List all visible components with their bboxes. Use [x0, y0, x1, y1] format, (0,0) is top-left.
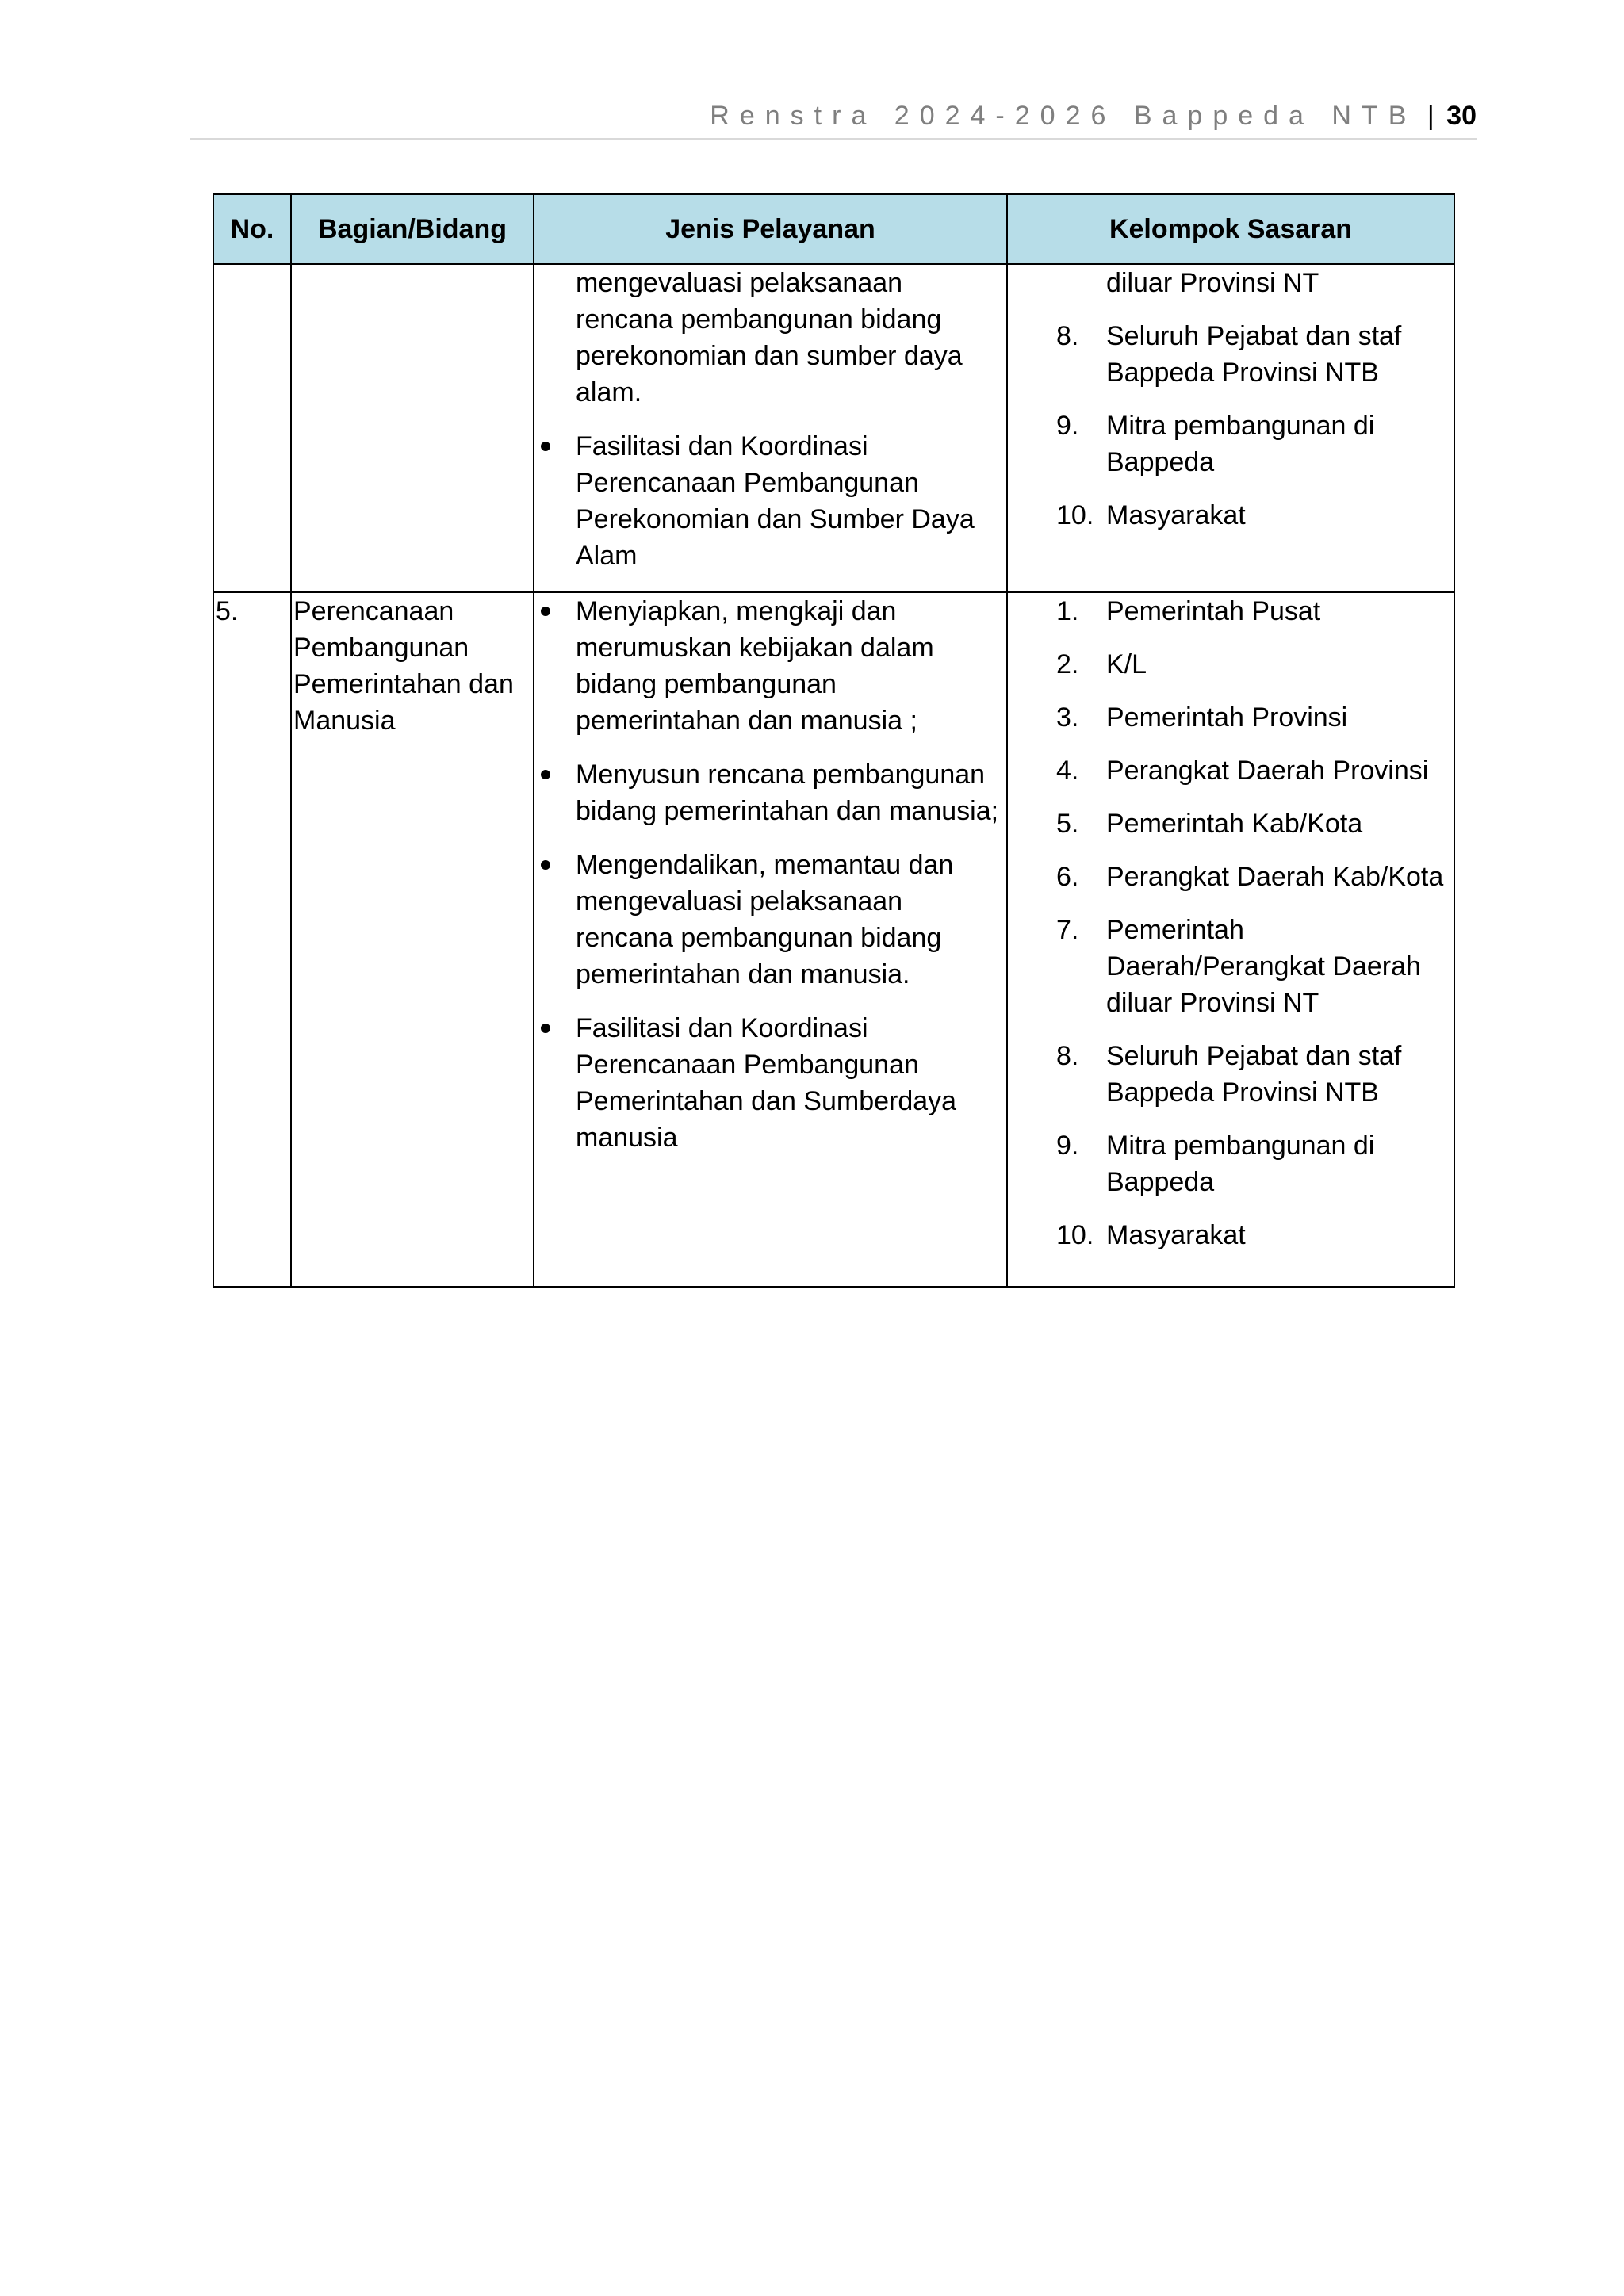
list-item-text: Menyusun rencana pembangunan bidang pemerintahan dan manusia; — [576, 760, 999, 826]
pelayanan-list — [534, 265, 1006, 574]
list-item-text: Mitra pembangunan di Bappeda — [1106, 1131, 1375, 1197]
list-item-text: Seluruh Pejabat dan staf Bappeda Provinsi NTB — [1106, 1041, 1402, 1108]
list-item-number: 4. — [1056, 756, 1079, 786]
bullet-icon — [541, 770, 550, 779]
column-header-bidang: Bagian/Bidang — [291, 194, 534, 264]
header-separator: | — [1427, 101, 1434, 131]
page-header — [190, 94, 1477, 140]
list-item — [1008, 1217, 1454, 1253]
list-item-text: Mitra pembangunan di Bappeda — [1106, 411, 1375, 477]
list-item-text: Masyarakat — [1106, 1220, 1246, 1250]
list-item-text: Masyarakat — [1106, 500, 1246, 530]
list-item — [1008, 408, 1454, 480]
table-row — [213, 264, 1454, 592]
list-item-number: 5. — [1056, 809, 1079, 839]
list-item — [534, 593, 1006, 739]
bullet-icon — [541, 1024, 550, 1033]
cell-pelayanan — [534, 264, 1007, 592]
cell-no: 5. — [213, 592, 291, 1287]
list-item-number: 1. — [1056, 596, 1079, 626]
list-item — [1008, 859, 1454, 895]
cell-bidang — [291, 264, 534, 592]
list-item-text: Pemerintah Kab/Kota — [1106, 809, 1363, 839]
list-item-text: Seluruh Pejabat dan staf Bappeda Provinsi NTB — [1106, 321, 1402, 388]
list-item-text: Fasilitasi dan Koordinasi Perencanaan Pembangunan Pemerintahan dan Sumberdaya manusia — [576, 1013, 957, 1153]
bullet-icon — [541, 860, 550, 870]
pelayanan-list — [534, 593, 1006, 1156]
column-header-pelayanan: Jenis Pelayanan — [534, 194, 1007, 264]
list-item-continuation — [534, 265, 1006, 411]
list-item — [1008, 806, 1454, 842]
cell-no — [213, 264, 291, 592]
list-item-text: mengevaluasi pelaksanaan rencana pembangunan bidang perekonomian dan sumber daya alam. — [576, 268, 963, 408]
list-item-text: Fasilitasi dan Koordinasi Perencanaan Pembangunan Perekonomian dan Sumber Daya Alam — [576, 431, 975, 571]
list-item-number: 2. — [1056, 649, 1079, 679]
list-item — [1008, 699, 1454, 736]
list-item-number: 9. — [1056, 1131, 1079, 1161]
list-item-text: Pemerintah Provinsi — [1106, 702, 1348, 733]
list-item — [534, 847, 1006, 993]
cell-sasaran — [1007, 264, 1454, 592]
column-header-sasaran: Kelompok Sasaran — [1007, 194, 1454, 264]
service-table — [213, 193, 1455, 1288]
list-item — [1008, 593, 1454, 629]
list-item-continuation — [1008, 265, 1454, 301]
list-item-number: 6. — [1056, 862, 1079, 892]
list-item — [534, 1010, 1006, 1156]
list-item-text: Pemerintah Pusat — [1106, 596, 1321, 626]
bullet-icon — [541, 607, 550, 616]
list-item — [1008, 497, 1454, 534]
table-header-row — [213, 194, 1454, 264]
list-item — [1008, 1038, 1454, 1111]
list-item-number: 9. — [1056, 411, 1079, 441]
list-item — [1008, 752, 1454, 789]
list-item — [534, 756, 1006, 829]
cell-pelayanan — [534, 592, 1007, 1287]
list-item — [1008, 318, 1454, 391]
list-item-text: Mengendalikan, memantau dan mengevaluasi pelaksanaan rencana pembangunan bidang pemerintahan dan manusia. — [576, 850, 954, 989]
list-item-text: K/L — [1106, 649, 1147, 679]
sasaran-list — [1008, 265, 1454, 534]
list-item-number: 10. — [1056, 500, 1094, 530]
cell-sasaran — [1007, 592, 1454, 1287]
bullet-icon — [541, 442, 550, 451]
list-item — [1008, 912, 1454, 1021]
page-number: 30 — [1446, 101, 1477, 131]
list-item-text: Perangkat Daerah Kab/Kota — [1106, 862, 1444, 892]
list-item-text: diluar Provinsi NT — [1106, 268, 1320, 298]
cell-bidang: Perencanaan Pembangunan Pemerintahan dan Manusia — [291, 592, 534, 1287]
list-item-text: Menyiapkan, mengkaji dan merumuskan kebijakan dalam bidang pembangunan pemerintahan dan manusia ; — [576, 596, 934, 736]
list-item — [534, 428, 1006, 574]
list-item — [1008, 646, 1454, 683]
list-item-number: 8. — [1056, 1041, 1079, 1071]
list-item-number: 10. — [1056, 1220, 1094, 1250]
list-item-number: 3. — [1056, 702, 1079, 733]
sasaran-list — [1008, 593, 1454, 1253]
list-item-number: 8. — [1056, 321, 1079, 351]
list-item — [1008, 1127, 1454, 1200]
column-header-no: No. — [213, 194, 291, 264]
list-item-number: 7. — [1056, 915, 1079, 945]
table-row — [213, 592, 1454, 1287]
list-item-text: Pemerintah Daerah/Perangkat Daerah diluar Provinsi NT — [1106, 915, 1421, 1018]
list-item-text: Perangkat Daerah Provinsi — [1106, 756, 1429, 786]
document-title: Renstra 2024-2026 Bappeda NTB — [710, 101, 1417, 131]
